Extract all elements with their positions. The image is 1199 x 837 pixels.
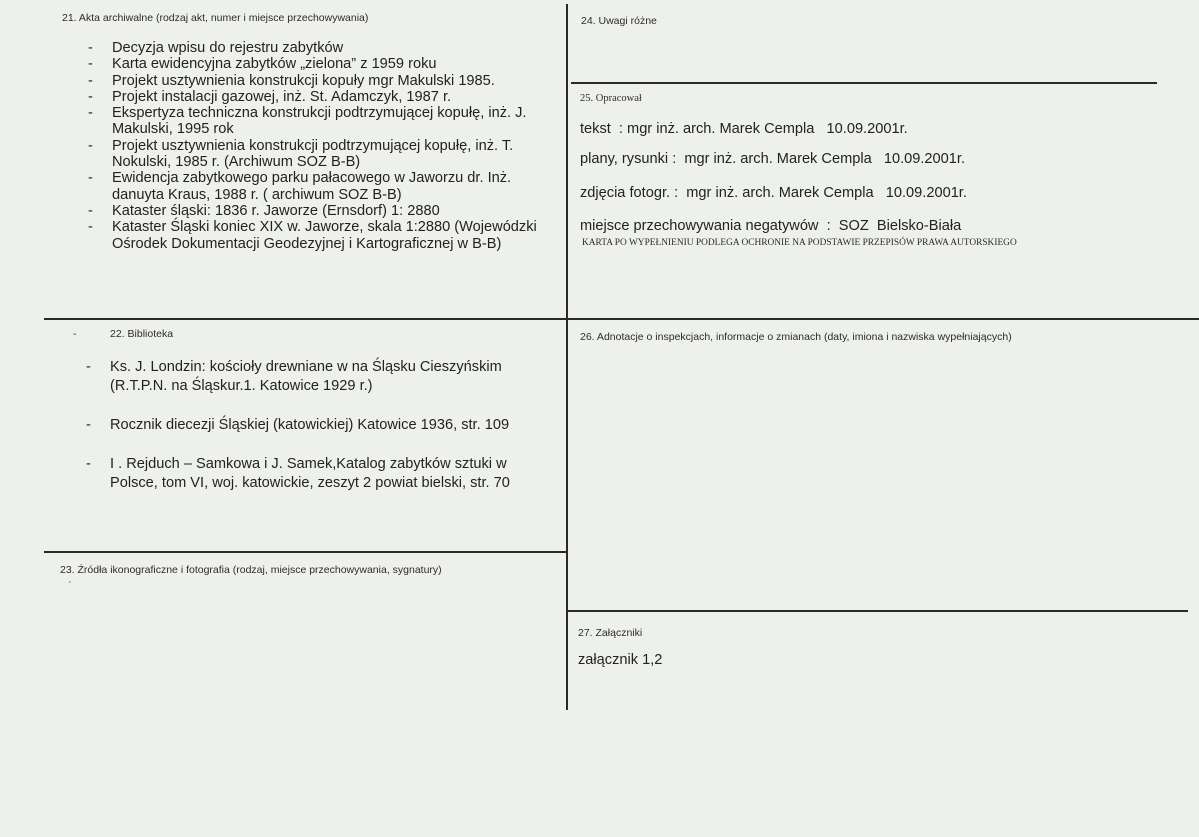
list-item: - Projekt usztywnienia konstrukcji podtrzymującej kopułę, inż. T. Nokulski, 1985 r. (Archiwum SOZ B-B) (88, 137, 514, 171)
list-item: - Ewidencja zabytkowego parku pałacowego w Jaworzu dr. Inż. danuyta Kraus, 1988 r. ( archiwum SOZ B-B) (88, 170, 512, 203)
author-text-line: tekst : mgr inż. arch. Marek Cempla 10.09.2001r. (580, 121, 908, 137)
list-item: - Karta ewidencyjna zabytków „zielona” z 1959 roku (88, 56, 437, 73)
negatives-location-line: miejsce przechowywania negatywów : SOZ Bielsko-Biała (580, 218, 962, 234)
section-22-label: 22. Biblioteka (110, 328, 174, 340)
list-item: - Rocznik diecezji Śląskiej (katowickiej) Katowice 1936, str. 109 (86, 417, 510, 433)
list-item: - Projekt instalacji gazowej, inż. St. Adamczyk, 1987 r. (88, 88, 452, 105)
divider-22-23 (44, 551, 566, 553)
divider-24-25 (571, 82, 1157, 84)
author-plans-line: plany, rysunki : mgr inż. arch. Marek Cempla 10.09.2001r. (580, 151, 966, 167)
section-24-label: 24. Uwagi różne (581, 15, 657, 27)
list-item: - Kataster śląski: 1836 r. Jaworze (Ernsdorf) 1: 2880 (88, 202, 440, 219)
divider-21-22 (44, 318, 1199, 320)
list-item: - Ks. J. Londzin: kościoły drewniane w na Śląsku Cieszyńskim (R.T.P.N. na Śląskur.1. Katowice 1929 r.) (86, 359, 502, 394)
stray-mark: · (68, 576, 72, 588)
section-26-label: 26. Adnotacje o inspekcjach, informacje o zmianach (daty, imiona i nazwiska wypełniających) (580, 331, 1012, 343)
section-22-dash: - (73, 328, 77, 340)
section-21-list (88, 40, 564, 252)
divider-26-27 (566, 610, 1188, 612)
list-item: - I . Rejduch – Samkowa i J. Samek,Katalog zabytków sztuki w Polsce, tom VI, woj. katowickie, zeszyt 2 powiat bielski, str. 70 (86, 456, 510, 491)
center-divider (566, 4, 568, 710)
list-item: - Ekspertyza techniczna konstrukcji podtrzymującej kopułę, inż. J. Makulski, 1995 rok (88, 105, 527, 138)
author-photos-line: zdjęcia fotogr. : mgr inż. arch. Marek Cempla 10.09.2001r. (580, 185, 967, 201)
section-22-list (86, 358, 556, 513)
list-item: - Kataster Śląski koniec XIX w. Jaworze, skala 1:2880 (Wojewódzki Ośrodek Dokumentacji Geodezyjnej i Kartograficznej w B-B) (88, 219, 537, 252)
attachments-value: załącznik 1,2 (578, 652, 663, 668)
section-21-label: 21. Akta archiwalne (rodzaj akt, numer i miejsce przechowywania) (62, 12, 369, 24)
list-item: - Decyzja wpisu do rejestru zabytków (88, 40, 344, 56)
section-25-label: 25. Opracował (580, 93, 642, 104)
section-27-label: 27. Załączniki (578, 627, 643, 639)
section-23-label: 23. Źródła ikonograficzne i fotografia (rodzaj, miejsce przechowywania, sygnatury) (60, 564, 442, 576)
list-item: - Projekt usztywnienia konstrukcji kopuły mgr Makulski 1985. (88, 72, 495, 89)
copyright-notice: KARTA PO WYPEŁNIENIU PODLEGA OCHRONIE NA PODSTAWIE PRZEPISÓW PRAWA AUTORSKIEGO (582, 238, 1017, 248)
